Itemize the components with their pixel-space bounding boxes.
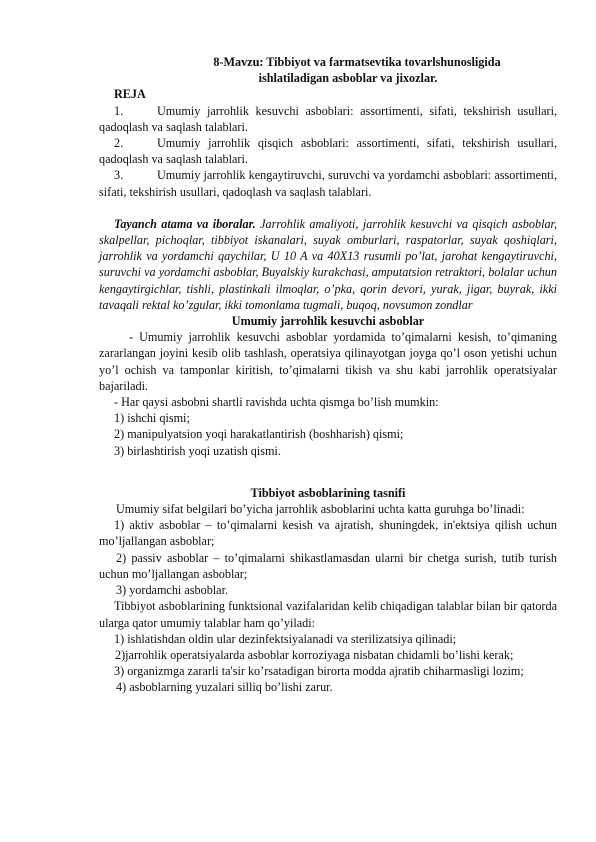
keywords-paragraph <box>99 216 557 313</box>
spacer <box>99 200 557 216</box>
list-item: 1) aktiv asboblar – to’qimalarni kesish va ajratish, shuningdek, in'ektsiya qilish uchun mo’ljallangan asboblar; <box>99 518 557 549</box>
paragraph: Tibbiyot asboblarining funktsional vazifalaridan kelib chiqadigan talablar bilan bir qatorda ularga qator umumiy talablar ham qo’yiladi: <box>99 599 557 630</box>
list-item: 2) passiv asboblar – to’qimalarni shikastlamasdan ularni bir chetga surish, tutib turish uchun mo’ljallangan asboblar; <box>99 550 557 581</box>
list-item: 4) asboblarning yuzalari silliq bo’lishi zarur. <box>116 680 333 695</box>
section-heading-cutting-instruments: Umumiy jarrohlik kesuvchi asboblar <box>231 314 425 329</box>
list-item: 3) birlashtirish yoqi uzatish qismi. <box>114 443 281 458</box>
keywords-text: Jarrohlik amaliyoti, jarrohlik kesuvchi va qisqich asboblar, skalpellar, pichoqlar, tibbiyot iskanalari, suyak omburlari, raspatorlar, suyak qoshiqlari, jarrohlik va yordamchi qaychilar, U 10 A va 40X13 rusumli po’lat, jarohat kengaytiruvchi, suruvchi va yordamchi asboblar, Buyalskiy kurakchasi, amputatsion retraktori, bolalar uchun kengaytirgichlar, tishli, plastinkali ilmoqlar, o’pka, qorin devori, yurak, jigar, buyrak, ikki tavaqali rektal ko’zgular, ikki tomonlama tugmali, buqoq, novsumon zondlar <box>99 216 557 312</box>
plan-item: 1. Umumiy jarrohlik kesuvchi asboblari: assortimenti, sifati, tekshirish usullari, qadoqlash va saqlash talablari. <box>99 103 557 134</box>
list-item: 2)jarrohlik operatsiyalarda asboblar korroziyaga nisbatan chidamli bo’lishi kerak; <box>115 647 514 662</box>
paragraph: Umumiy sifat belgilari bo’yicha jarrohlik asboblarini uchta katta guruhga bo’linadi: <box>116 502 525 517</box>
title-line-2: ishlatiladigan asboblar va jixozlar. <box>258 71 438 86</box>
list-item: 3) yordamchi asboblar. <box>116 583 229 598</box>
list-item: 1) ishchi qismi; <box>114 411 190 426</box>
section-heading-classification: Tibbiyot asboblarining tasnifi <box>250 485 406 500</box>
title-line-1: 8-Mavzu: Tibbiyot va farmatsevtika tovarlshunosligida <box>213 55 501 69</box>
document-body <box>99 54 557 696</box>
list-item: 2) manipulyatsion yoqi harakatlantirish (boshharish) qismi; <box>114 427 404 442</box>
plan-item: 3. Umumiy jarrohlik kengaytiruvchi, suruvchi va yordamchi asboblari: assortimenti, sifati, tekshirish usullari, qadoqlash va saqlash talablari. <box>99 168 557 199</box>
plan-item: 2. Umumiy jarrohlik qisqich asboblari: assortimenti, sifati, tekshirish usullari, qadoqlash va saqlash talablari. <box>99 136 557 167</box>
keywords-lead: Tayanch atama va iboralar. <box>114 216 256 231</box>
list-item: 1) ishlatishdan oldin ular dezinfektsiyalanadi va sterilizatsiya qilinadi; <box>114 631 457 646</box>
paragraph: - Umumiy jarrohlik kesuvchi asboblar yordamida to’qimalarni kesish, to’qimaning zararlangan joyini kesib olib tashlash, operatsiya qilinayotgan joyga qo’l oson yetishi uchun yo’l ochish va tamponlar kiritish, to’qimalarni tikish va shu kabi jarrohlik operatsiyalar bajariladi. <box>99 330 557 393</box>
spacer <box>99 459 557 485</box>
list-item: 3) organizmga zararli ta'sir ko’rsatadigan birorta modda ajratib chiharmasligi lozim; <box>114 664 524 679</box>
paragraph: - Har qaysi asbobni shartli ravishda uchta qismga bo’lish mumkin: <box>114 395 439 410</box>
plan-heading: REJA <box>114 87 146 102</box>
